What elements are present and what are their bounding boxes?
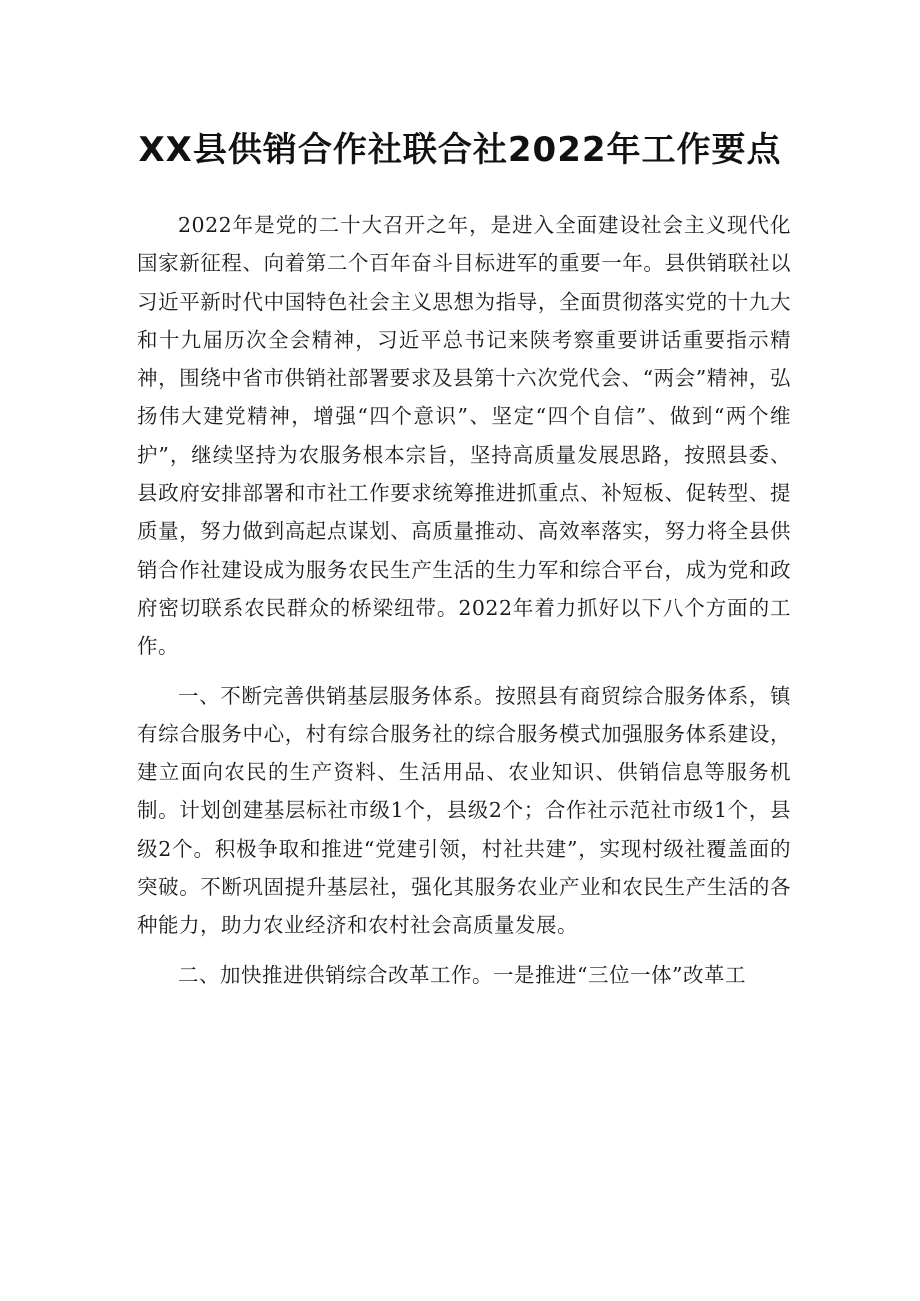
document-body xyxy=(137,206,791,994)
paragraph-section-2: 二、加快推进供销综合改革工作。一是推进“三位一体”改革工 xyxy=(178,962,746,987)
document-title: XX县供销合作社联合社2022年工作要点 xyxy=(138,130,782,170)
paragraph-intro: 2022年是党的二十大召开之年，是进入全面建设社会主义现代化国家新征程、向着第二个百年奋斗目标进军的重要一年。县供销联社以习近平新时代中国特色社会主义思想为指导，全面贯彻落实党的十九大和十九届历次全会精神，习近平总书记来陕考察重要讲话重要指示精神，围绕中省市供销社部署要求及县第十六次党代会、“两会”精神，弘扬伟大建党精神，增强“四个意识”、坚定“四个自信”、做到“两个维护”，继续坚持为农服务根本宗旨，坚持高质量发展思路，按照县委、县政府安排部署和市社工作要求统筹推进抓重点、补短板、促转型、提质量，努力做到高起点谋划、高质量推动、高效率落实，努力将全县供销合作社建设成为服务农民生产生活的生力军和综合平台，成为党和政府密切联系农民群众的桥梁纽带。2022年着力抓好以下八个方面的工作。 xyxy=(137,213,791,659)
paragraph-section-1: 一、不断完善供销基层服务体系。按照县有商贸综合服务体系，镇有综合服务中心，村有综合服务社的综合服务模式加强服务体系建设，建立面向农民的生产资料、生活用品、农业知识、供销信息等服务机制。计划创建基层标社市级1个，县级2个；合作社示范社市级1个，县级2个。积极争取和推进“党建引领，村社共建”，实现村级社覆盖面的突破。不断巩固提升基层社，强化其服务农业产业和农民生产生活的各种能力，助力农业经济和农村社会高质量发展。 xyxy=(137,683,791,938)
